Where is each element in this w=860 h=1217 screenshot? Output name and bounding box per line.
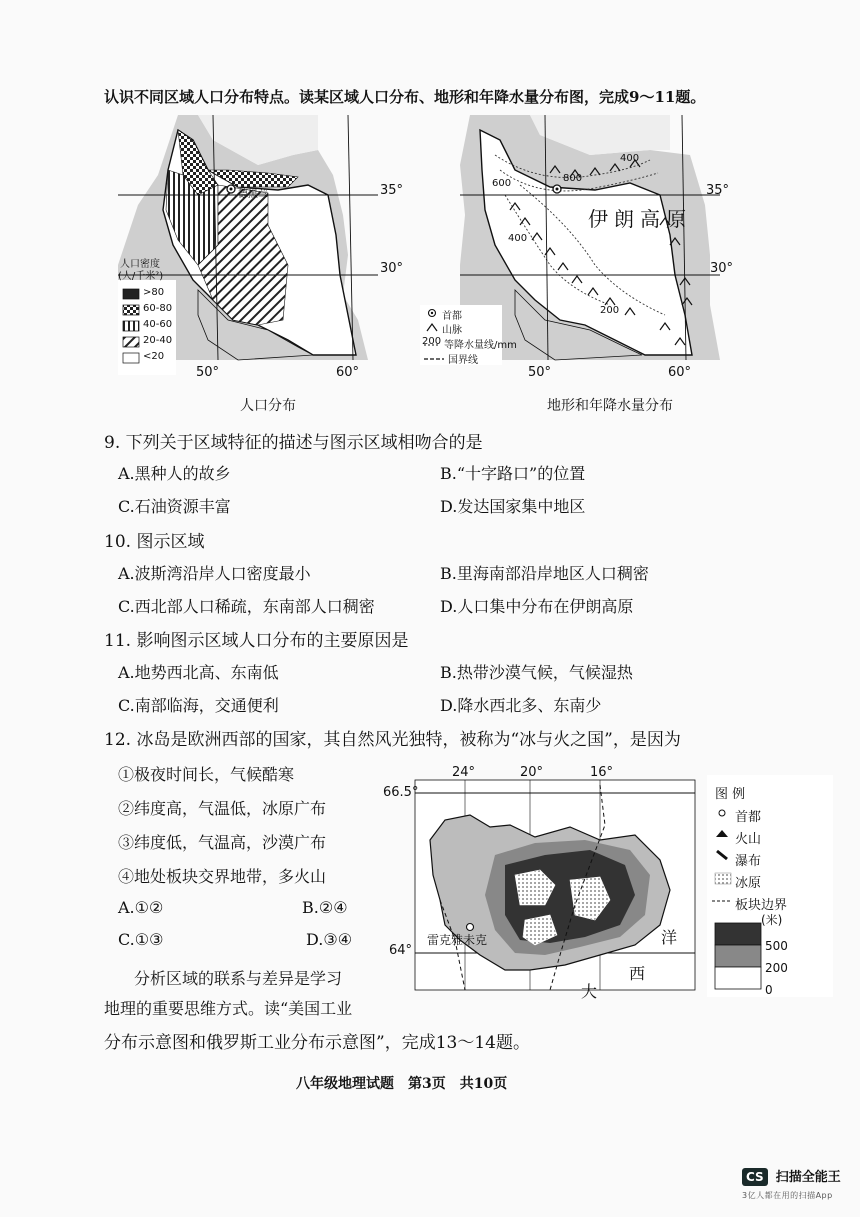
- q9-option-d: D.发达国家集中地区: [440, 497, 586, 516]
- iso-600: 600: [492, 178, 512, 189]
- legend-mountain: 山脉: [442, 325, 462, 336]
- q11-option-a: A.地势西北高、东南低: [118, 663, 279, 682]
- legend-volcano: 火山: [735, 832, 762, 847]
- q10-option-c: C.西北部人口稀疏，东南部人口稠密: [118, 597, 375, 616]
- legend-lt20: <20: [143, 351, 165, 362]
- q12-item-4: ④地处板块交界地带，多火山: [118, 867, 327, 886]
- scanner-tagline: 3亿人都在用的扫描App: [742, 1191, 833, 1200]
- plateau-label: 伊朗高原: [588, 207, 692, 231]
- iso-200: 200: [600, 305, 620, 316]
- legend-title: 人口密度: [120, 259, 160, 270]
- legend-gt80: >80: [143, 287, 165, 298]
- legend-plate-boundary: 板块边界: [735, 898, 788, 913]
- ocean-char-2: 西: [629, 964, 646, 983]
- closing-line-1: 分析区域的联系与差异是学习: [134, 969, 343, 988]
- q11-option-b: B.热带沙漠气候，气候湿热: [440, 663, 633, 682]
- q11-stem: 11. 影响图示区域人口分布的主要原因是: [104, 631, 409, 651]
- legend-capital-2: 首都: [735, 810, 762, 825]
- legend-40-60: 40-60: [143, 319, 173, 330]
- closing-line-2: 地理的重要思维方式。读“美国工业: [104, 999, 353, 1018]
- q10-option-b: B.里海南部沿岸地区人口稠密: [440, 564, 649, 583]
- q10-option-a: A.波斯湾沿岸人口密度最小: [118, 564, 311, 583]
- q12-item-2: ②纬度高，气温低，冰原广布: [118, 799, 327, 818]
- ocean-char-3: 大: [581, 982, 598, 1001]
- iceland-map: [385, 765, 835, 1005]
- elevation-0: 0: [765, 983, 773, 997]
- legend-waterfall: 瀑布: [735, 854, 762, 869]
- q10-stem: 10. 图示区域: [104, 532, 205, 552]
- lon-24-label: 24°: [452, 765, 476, 780]
- iceland-legend-title: 图 例: [715, 787, 746, 802]
- lon-20-label: 20°: [520, 765, 544, 780]
- scanner-watermark: [742, 1166, 852, 1201]
- elevation-unit: (米): [761, 913, 783, 927]
- q9-stem: 9. 下列关于区域特征的描述与图示区域相吻合的是: [104, 433, 483, 453]
- legend-icefield: 冰原: [735, 876, 762, 891]
- lat-30-label: 30°: [380, 261, 404, 276]
- legend-unit: (人/千米²): [118, 271, 164, 282]
- scanner-app-name: 扫描全能王: [775, 1170, 841, 1185]
- lon-50-label: 50°: [196, 365, 220, 380]
- population-map: [118, 115, 404, 380]
- q11-option-c: C.南部临海，交通便利: [118, 696, 279, 715]
- lat-35-label: 35°: [380, 183, 404, 198]
- ocean-char-1: 洋: [661, 928, 678, 947]
- q9-option-a: A.黑种人的故乡: [118, 464, 231, 483]
- q10-option-d: D.人口集中分布在伊朗高原: [440, 597, 634, 616]
- capital-label: 德黑兰: [238, 189, 268, 200]
- elevation-500: 500: [765, 939, 788, 953]
- lon-60-label-2: 60°: [668, 365, 692, 380]
- lon-50-label-2: 50°: [528, 365, 552, 380]
- terrain-precip-map: [420, 115, 740, 380]
- lat-66-5-label: 66.5°: [383, 785, 419, 800]
- q12-option-c: C.①③: [118, 930, 164, 949]
- q9-option-b: B.“十字路口”的位置: [440, 464, 586, 483]
- legend-isohyet-num: 200: [422, 336, 442, 347]
- q11-option-d: D.降水西北多、东南少: [440, 696, 602, 715]
- q12-item-3: ③纬度低，气温高，沙漠广布: [118, 833, 327, 852]
- lat-30-label-2: 30°: [710, 261, 734, 276]
- page-footer: 八年级地理试题 第3页 共10页: [296, 1076, 508, 1092]
- intro-text: 认识不同区域人口分布特点。读某区域人口分布、地形和年降水量分布图，完成9～11题。: [104, 88, 706, 106]
- iso-800: 800: [563, 173, 583, 184]
- q9-option-c: C.石油资源丰富: [118, 497, 231, 516]
- legend-20-40: 20-40: [143, 335, 173, 346]
- map2-caption: 地形和年降水量分布: [547, 398, 673, 414]
- legend-capital: 首都: [442, 311, 462, 322]
- reykjavik-label: 雷克雅未克: [427, 933, 488, 947]
- elevation-200: 200: [765, 961, 788, 975]
- scanner-logo-badge: CS: [742, 1168, 768, 1186]
- map1-caption: 人口分布: [240, 398, 296, 414]
- lat-64-label: 64°: [389, 943, 413, 958]
- q12-stem: 12. 冰岛是欧洲西部的国家，其自然风光独特，被称为“冰与火之国”，是因为: [104, 730, 681, 750]
- q12-item-1: ①极夜时间长，气候酷寒: [118, 765, 295, 784]
- legend-60-80: 60-80: [143, 303, 173, 314]
- lon-60-label: 60°: [336, 365, 360, 380]
- lon-16-label: 16°: [590, 765, 614, 780]
- q12-option-b: B.②④: [302, 898, 348, 917]
- lat-35-label-2: 35°: [706, 183, 730, 198]
- closing-line-3: 分布示意图和俄罗斯工业分布示意图”，完成13～14题。: [104, 1033, 530, 1053]
- legend-border: 国界线: [448, 355, 478, 366]
- q12-option-a: A.①②: [118, 898, 164, 917]
- q12-option-d: D.③④: [306, 930, 353, 949]
- legend-isohyet: 等降水量线/mm: [444, 340, 517, 351]
- iso-400a: 400: [620, 153, 640, 164]
- iso-400b: 400: [508, 233, 528, 244]
